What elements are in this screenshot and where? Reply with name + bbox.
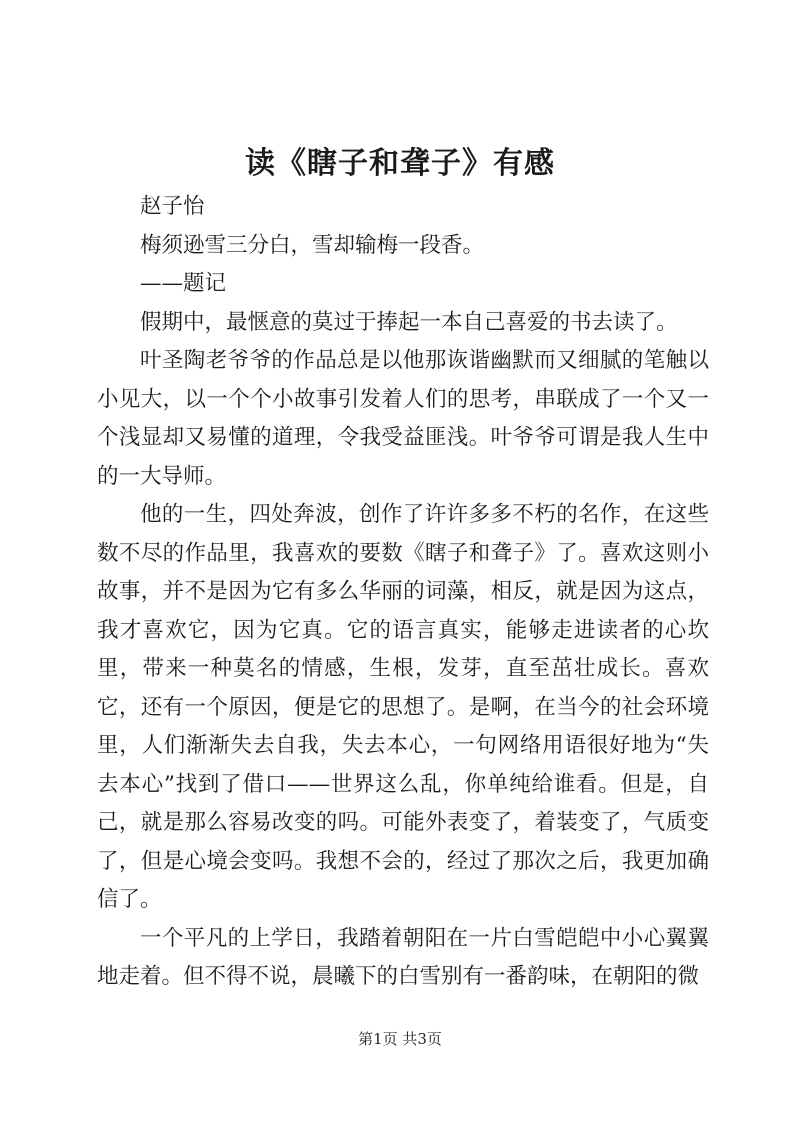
epigraph-attribution: ——题记 [140, 271, 227, 296]
body-paragraph: 叶圣陶老爷爷的作品总是以他那诙谐幽默而又细腻的笔触以小见大，以一个个小故事引发着人们的思考，串联成了一个又一个浅显却又易懂的道理，令我受益匪浅。叶爷爷可谓是我人生中的一大导师。 [97, 348, 709, 489]
epigraph-line: 梅须逊雪三分白，雪却输梅一段香。 [140, 232, 485, 258]
author-line: 赵子怡 [140, 194, 205, 219]
body-paragraph: 一个平凡的上学日，我踏着朝阳在一片白雪皑皑中小心翼翼地走着。但不得不说，晨曦下的白雪别有一番韵味，在朝阳的微 [97, 925, 709, 989]
body-paragraph: 假期中，最惬意的莫过于捧起一本自己喜爱的书去读了。 [140, 309, 678, 335]
document-body [97, 188, 709, 997]
body-paragraph: 他的一生，四处奔波，创作了许许多多不朽的名作，在这些数不尽的作品里，我喜欢的要数《瞎子和聋子》了。喜欢这则小故事，并不是因为它有多么华丽的词藻，相反，就是因为这点，我才喜欢它，因为它真。它的语言真实，能够走进读者的心坎里，带来一种莫名的情感，生根，发芽，直至茁壮成长。喜欢它，还有一个原因，便是它的思想了。是啊，在当今的社会环境里，人们渐渐失去自我，失去本心，一句网络用语很好地为“失去本心”找到了借口——世界这么乱，你单纯给谁看。但是，自己，就是那么容易改变的吗。可能外表变了，着装变了，气质变了，但是心境会变吗。我想不会的，经过了那次之后，我更加确信了。 [97, 502, 709, 912]
page-footer: 第1页 共3页 [358, 1030, 442, 1048]
document-title: 读《瞎子和聋子》有感 [245, 146, 555, 181]
